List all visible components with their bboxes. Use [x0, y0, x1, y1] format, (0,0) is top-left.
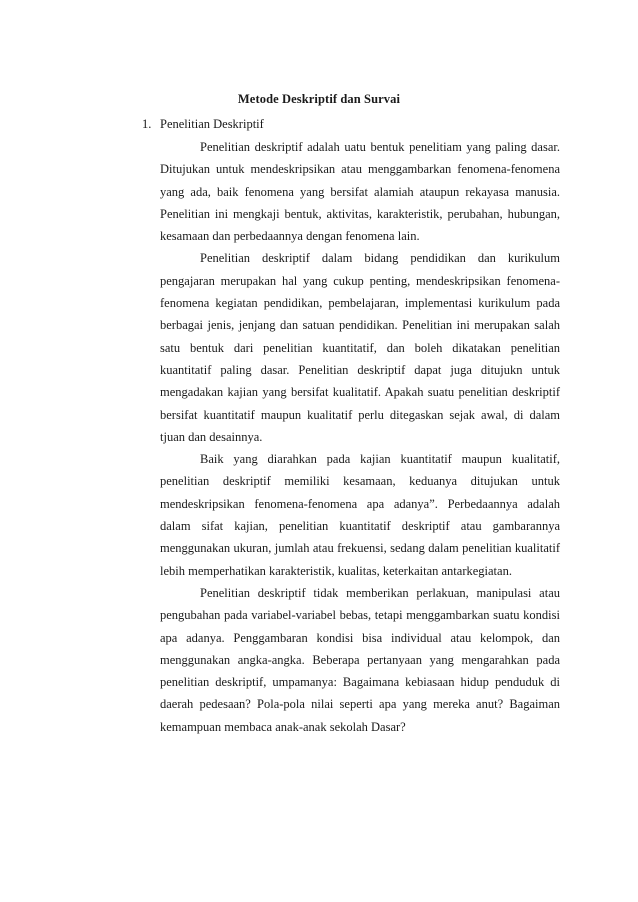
- section-heading-text: Penelitian Deskriptif: [160, 117, 264, 131]
- section-number: 1.: [142, 117, 152, 131]
- paragraph-2: Penelitian deskriptif dalam bidang pendidikan dan kurikulum pengajaran merupakan hal yang cukup penting, mendeskripsikan fenomena-fenomena kegiatan pendidikan, pembelajaran, implementasi kurikulum pada berbagai jenis, jenjang dan satuan pendidikan. Penelitian ini merupakan salah satu bentuk dari penelitian kuantitatif, dan boleh dikatakan penelitian kuantitatif paling dasar. Penelitian deskriptif dapat juga ditujukn untuk mengadakan kajian yang bersifat kualitatif. Apakah suatu penelitian deskriptif bersifat kuantitatif maupun kualitatif perlu ditegaskan sejak awal, di dalam tjuan dan desainnya.: [160, 251, 560, 444]
- section-body: [160, 136, 560, 738]
- section-heading: [142, 117, 264, 132]
- paragraph-3: Baik yang diarahkan pada kajian kuantitatif maupun kualitatif, penelitian deskriptif memiliki kesamaan, keduanya ditujukan untuk mendeskripsikan fenomena-fenomena apa adanya”. Perbedaannya adalah dalam sifat kajian, penelitian kuantitatif deskriptif atau gambarannya menggunakan ukuran, jumlah atau frekuensi, sedang dalam penelitian kualitatif lebih memperhatikan karakteristik, kualitas, keterkaitan antarkegiatan.: [160, 452, 560, 578]
- paragraph-1: Penelitian deskriptif adalah uatu bentuk penelitiam yang paling dasar. Ditujukan untuk mendeskripsikan atau menggambarkan fenomena-fenomena yang ada, baik fenomena yang bersifat alamiah ataupun rekayasa manusia. Penelitian ini mengkaji bentuk, aktivitas, karakteristik, perubahan, hubungan, kesamaan dan perbedaannya dengan fenomena lain.: [160, 140, 560, 244]
- document-title: Metode Deskriptif dan Survai: [237, 92, 401, 106]
- paragraph-4: Penelitian deskriptif tidak memberikan perlakuan, manipulasi atau pengubahan pada variabel-variabel bebas, tetapi menggambarkan suatu kondisi apa adanya. Penggambaran kondisi bisa individual atau kelompok, dan menggunakan angka-angka. Beberapa pertanyaan yang mengarahkan pada penelitian deskriptif, umpamanya: Bagaimana kebiasaan hidup penduduk di daerah pedesaan? Pola-pola nilai seperti apa yang mereka anut? Bagaiman kemampuan membaca anak-anak sekolah Dasar?: [160, 585, 560, 734]
